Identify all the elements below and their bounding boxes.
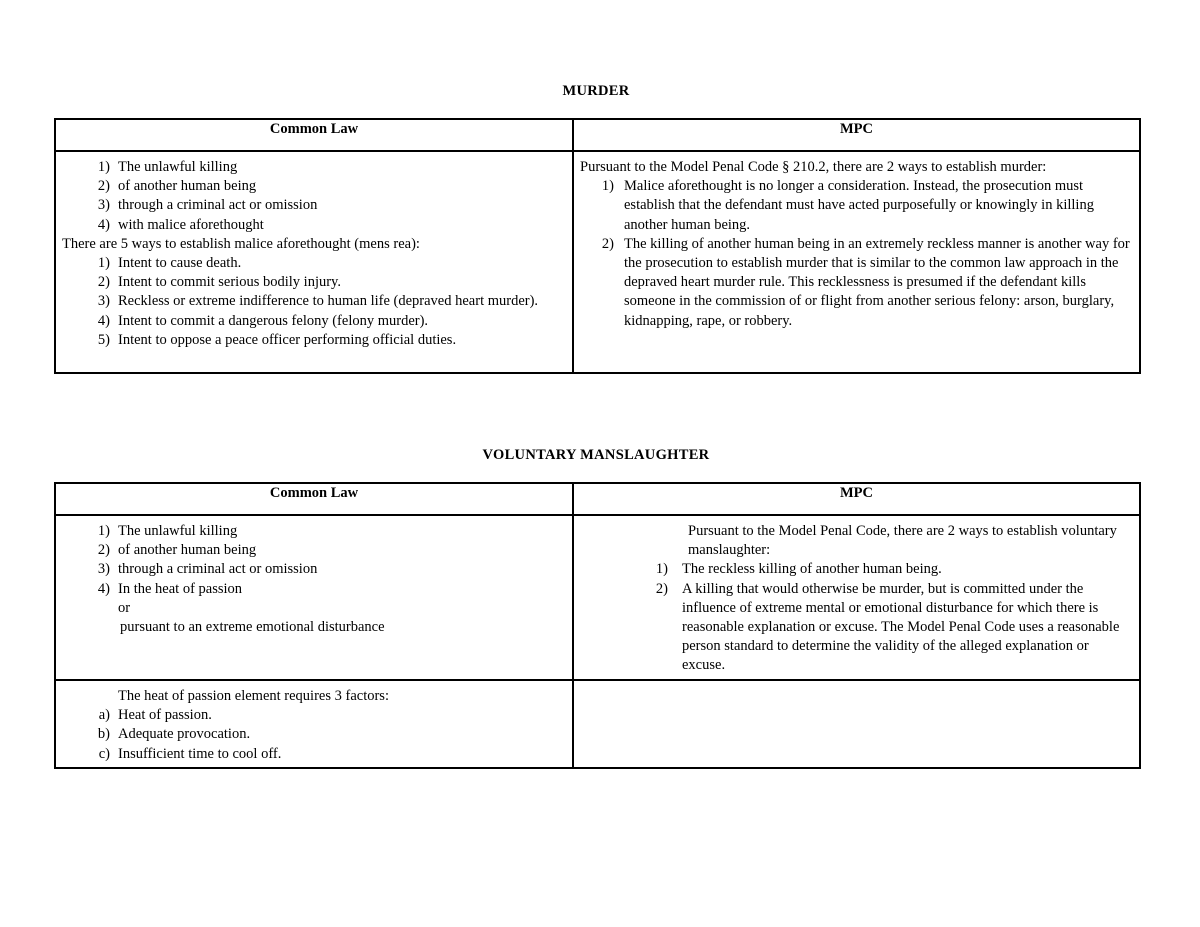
list-item: 2) Intent to commit serious bodily injury. [97,274,341,291]
vm-empty-cell [573,680,1140,768]
murder-header-common-law: Common Law [55,119,573,151]
vm-common-law-cell [55,515,573,680]
list-item: 3) through a criminal act or omission [97,197,318,214]
list-item: 4) In the heat of passion [97,580,243,597]
list-item: 2) A killing that would otherwise be murder, but is committed under the influence of extreme mental or emotional disturbance for which there is reasonable explanation or excuse. The Model Penal Code uses a reasonable person standard to determine the validity of the alleged explanation or excuse. [655,580,1120,674]
list-item: 5) Intent to oppose a peace officer performing official duties. [97,331,457,348]
list-item: 4) Intent to commit a dangerous felony (felony murder). [97,312,429,329]
malice-intro: There are 5 ways to establish malice aforethought (mens rea): [62,235,420,252]
mpc-intro: Pursuant to the Model Penal Code § 210.2, there are 2 ways to establish murder: [580,159,1047,175]
vm-heat-of-passion-cell [55,680,573,768]
vm-header-mpc: MPC [573,483,1140,515]
list-item: 3) Reckless or extreme indifference to human life (depraved heart murder). [97,293,539,310]
list-item: 2) of another human being [97,178,257,195]
alt-text: pursuant to an extreme emotional disturbance [120,619,385,636]
murder-mpc-cell [573,151,1140,373]
list-item: a) Heat of passion. [98,707,212,724]
list-item: 1) The reckless killing of another human being. [655,561,942,578]
list-item: 1) The unlawful killing [97,523,238,539]
list-item: c) Insufficient time to cool off. [98,745,282,762]
murder-title: MURDER [562,83,630,99]
list-item: 2) The killing of another human being in an extremely reckless manner is another way for the prosecution to establish murder that is similar to the common law approach in the depraved heart murder rule. This recklessness is presumed if the defendant kills someone in the commission of or flight from another serious felony: arson, burglary, kidnapping, rape, or robbery. [601,235,1130,329]
murder-table [54,118,1141,374]
voluntary-manslaughter-table [54,482,1141,769]
murder-common-law-cell [55,151,573,373]
list-item: 1) Intent to cause death. [97,255,242,272]
list-item: 1) Malice aforethought is no longer a consideration. Instead, the prosecution must establish that the defendant must have acted purposefully or knowingly in killing another human being. [601,178,1094,233]
vm-header-common-law: Common Law [55,483,573,515]
list-item: 1) The unlawful killing [97,159,238,175]
voluntary-manslaughter-title: VOLUNTARY MANSLAUGHTER [482,447,710,463]
heat-intro: The heat of passion element requires 3 factors: [118,688,389,704]
vm-mpc-intro: Pursuant to the Model Penal Code, there are 2 ways to establish voluntary manslaughter: [688,523,1117,559]
list-item: 2) of another human being [97,542,257,559]
vm-mpc-cell [573,515,1140,680]
list-item: b) Adequate provocation. [97,726,251,743]
or-text: or [118,599,131,616]
list-item: 4) with malice aforethought [97,216,264,233]
list-item: 3) through a criminal act or omission [97,561,318,578]
murder-header-mpc: MPC [573,119,1140,151]
